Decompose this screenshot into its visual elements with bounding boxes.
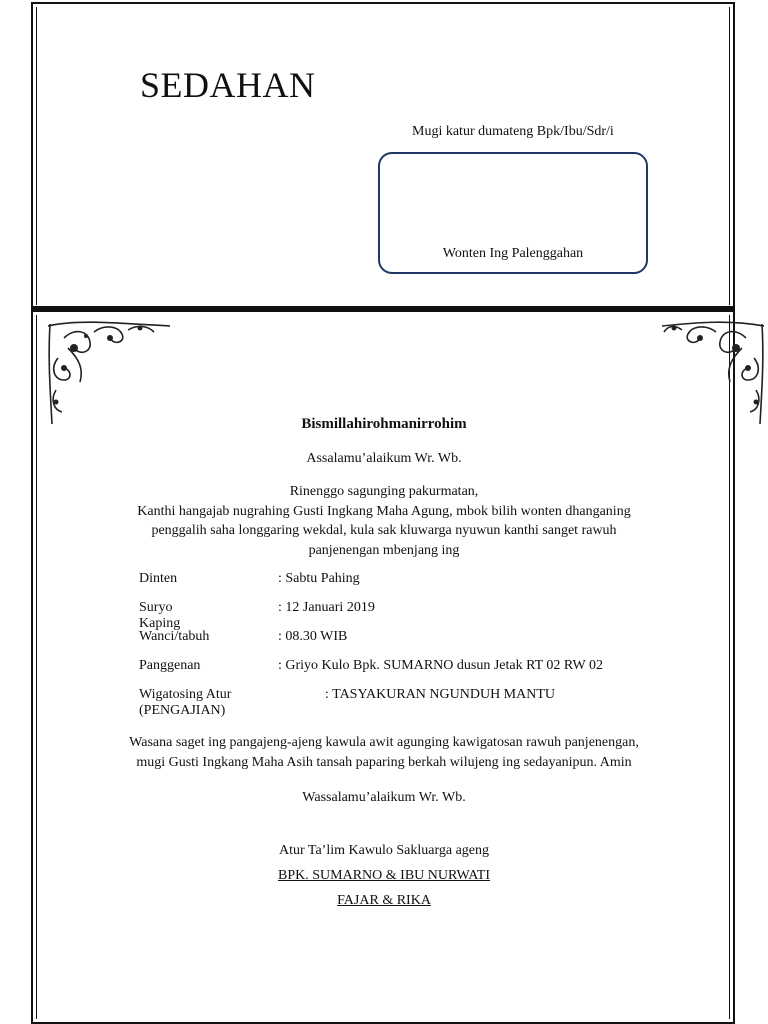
greeting: Assalamu’alaikum Wr. Wb. bbox=[306, 451, 462, 466]
event-label-line: Wigatosing Atur bbox=[139, 687, 232, 702]
detail-value: : Griyo Kulo Bpk. SUMARNO dusun Jetak RT 02 RW 02 bbox=[278, 658, 603, 673]
recipient-address-box bbox=[378, 152, 648, 274]
detail-label: Panggenan bbox=[139, 658, 201, 673]
envelope-title: SEDAHAN bbox=[140, 65, 316, 105]
intro-line: panjenengan mbenjang ing bbox=[308, 542, 460, 558]
couple-names: FAJAR & RIKA bbox=[337, 893, 431, 908]
closing-salam: Wassalamu’alaikum Wr. Wb. bbox=[302, 790, 466, 805]
intro-line: Rinenggo sagunging pakurmatan, bbox=[289, 484, 479, 499]
event-label bbox=[139, 687, 279, 719]
closing-line: mugi Gusti Ingkang Maha Asih tansah paparing berkah wilujeng ing sedayanipun. Amin bbox=[136, 754, 632, 770]
host-names: BPK. SUMARNO & IBU NURWATI bbox=[278, 868, 490, 883]
intro-line: Kanthi hangajab nugrahing Gusti Ingkang Maha Agung, mbok bilih wonten dhanganing bbox=[137, 503, 631, 519]
address-box-text: Wonten Ing Palenggahan bbox=[442, 246, 584, 261]
sign-off: Atur Ta’lim Kawulo Sakluarga ageng bbox=[278, 843, 489, 858]
floral-corner-ornament-left-icon bbox=[44, 318, 174, 428]
detail-value: : 08.30 WIB bbox=[278, 629, 348, 644]
intro-paragraph bbox=[40, 482, 728, 560]
detail-value: : Sabtu Pahing bbox=[278, 571, 360, 586]
detail-label: Dinten bbox=[139, 571, 178, 586]
detail-label: Wanci/tabuh bbox=[139, 629, 210, 644]
recipient-label: Mugi katur dumateng Bpk/Ibu/Sdr/i bbox=[412, 124, 614, 139]
floral-corner-ornament-right-icon bbox=[660, 318, 768, 428]
letter-heading: Bismillahirohmanirrohim bbox=[301, 416, 467, 432]
detail-value: : 12 Januari 2019 bbox=[278, 600, 375, 615]
intro-line: penggalih saha longgaring wekdal, kula sak kluwarga nyuwun kanthi sanget rawuh bbox=[151, 523, 617, 538]
event-label-line: (PENGAJIAN) bbox=[139, 703, 226, 718]
event-value: : TASYAKURAN NGUNDUH MANTU bbox=[325, 687, 556, 702]
detail-label: Suryo Kaping bbox=[139, 600, 181, 631]
closing-paragraph bbox=[40, 733, 728, 772]
closing-line: Wasana saget ing pangajeng-ajeng kawula awit agunging kawigatosan rawuh panjenengan, bbox=[129, 735, 639, 750]
